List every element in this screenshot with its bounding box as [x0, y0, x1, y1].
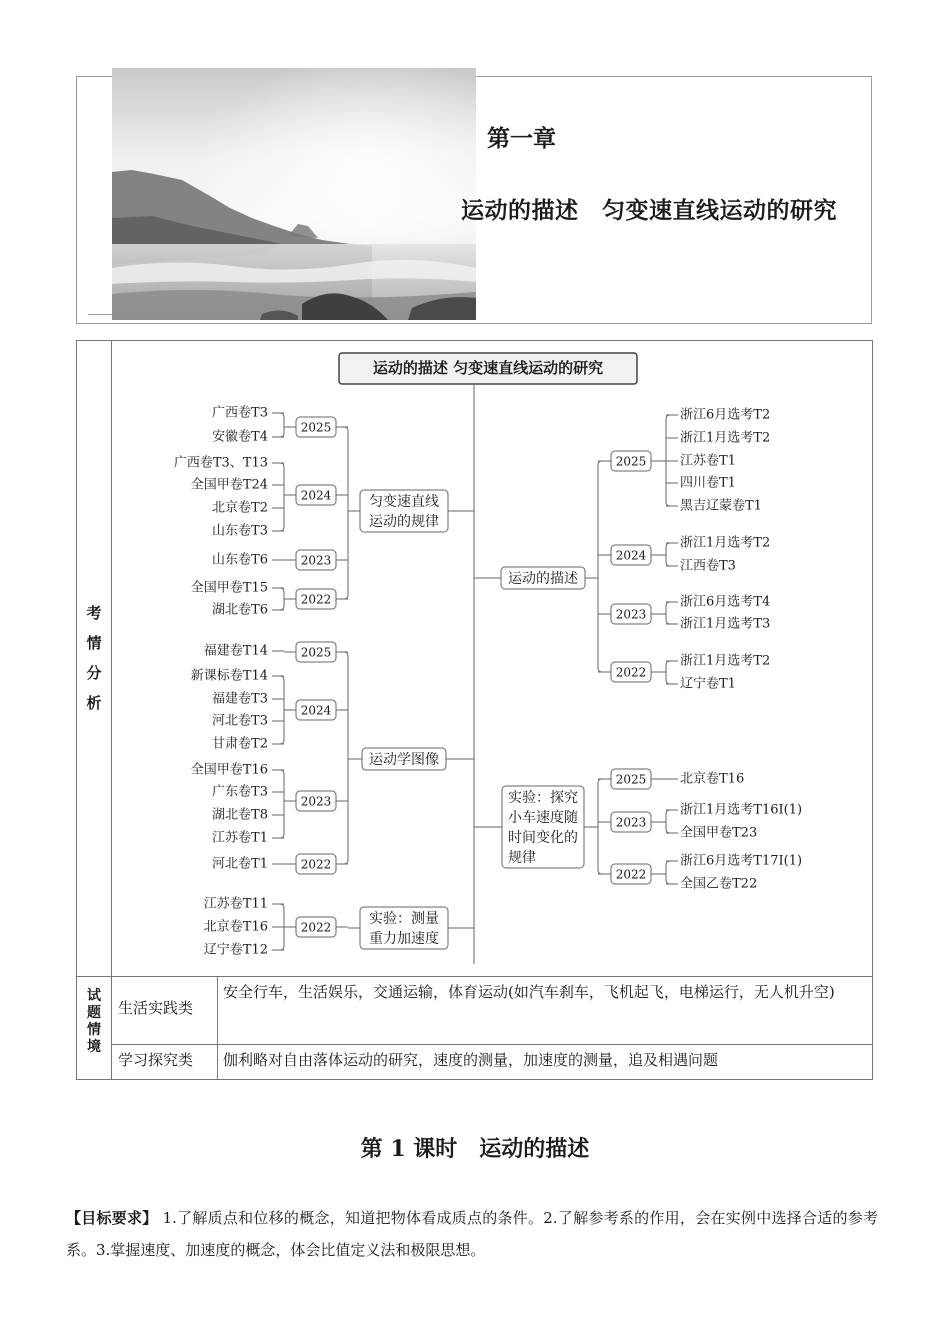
exam-item-label: 黑吉辽蒙卷T1 — [680, 498, 762, 514]
item-bracket — [666, 661, 670, 684]
side-label-char: 考 — [86, 604, 102, 622]
year-label: 2022 — [300, 920, 332, 935]
year-label: 2025 — [300, 645, 332, 660]
mindmap-row-divider — [77, 976, 872, 977]
exam-item-label: 广东卷T3 — [212, 784, 268, 800]
exam-item-label: 江苏卷T11 — [203, 896, 268, 912]
year-bracket — [344, 427, 348, 599]
topic-label: 重力加速度 — [369, 931, 439, 947]
side-label-char: 情 — [86, 634, 102, 652]
exam-item-label: 浙江1月选考T3 — [680, 616, 771, 632]
chapter-number: 第一章 — [487, 125, 556, 152]
year-bracket — [344, 652, 348, 864]
exam-item-label: 广西卷T3、T13 — [173, 455, 268, 471]
item-bracket — [280, 588, 284, 610]
topic-label: 实验：探究 — [508, 790, 578, 806]
item-bracket — [666, 543, 670, 566]
year-label: 2023 — [615, 607, 647, 622]
year-label: 2022 — [300, 857, 332, 872]
side-label-char: 境 — [87, 1039, 101, 1055]
side-label-char: 试 — [87, 988, 101, 1004]
exam-item-label: 江苏卷T1 — [212, 830, 268, 846]
exam-item-label: 北京卷T2 — [212, 500, 268, 516]
lesson-objectives — [66, 1202, 878, 1266]
mindmap-diagram — [113, 342, 871, 974]
exam-item-label: 辽宁卷T12 — [203, 942, 268, 958]
exam-item-label: 福建卷T3 — [212, 691, 268, 707]
year-label: 2022 — [615, 665, 647, 680]
exam-item-label: 湖北卷T6 — [212, 602, 268, 618]
exam-item-label: 浙江1月选考T2 — [680, 653, 771, 669]
topic-label: 匀变速直线 — [369, 494, 439, 510]
topic-label: 运动的规律 — [369, 514, 439, 530]
scenario-category-life: 生活实践类 — [118, 999, 194, 1017]
chapter-banner — [76, 68, 872, 324]
mindmap-root-label: 运动的描述 匀变速直线运动的研究 — [372, 359, 604, 377]
exam-item-label: 北京卷T16 — [680, 771, 745, 787]
exam-item-label: 甘肃卷T2 — [212, 736, 268, 752]
year-label: 2022 — [300, 592, 332, 607]
side-label-char: 分 — [86, 664, 102, 682]
year-label: 2024 — [615, 548, 647, 563]
exam-item-label: 浙江1月选考T16Ⅰ(1) — [680, 802, 803, 818]
topic-label: 规律 — [508, 850, 536, 866]
analysis-side-label — [82, 598, 106, 718]
side-label-char: 题 — [87, 1005, 101, 1021]
coastline-photo — [112, 68, 476, 320]
exam-item-label: 四川卷T1 — [680, 475, 736, 491]
category-column-divider — [217, 976, 218, 1079]
exam-item-label: 全国甲卷T15 — [190, 580, 268, 596]
objectives-text: 1.了解质点和位移的概念，知道把物体看成质点的条件。2.了解参考系的作用，会在实例中选择合适的参考系。3.掌握速度、加速度的概念，体会比值定义法和极限思想。 — [66, 1209, 878, 1259]
year-bracket — [598, 779, 602, 874]
exam-item-label: 山东卷T3 — [212, 523, 268, 539]
exam-item-label: 安徽卷T4 — [212, 429, 268, 445]
coastline-photo-drawing — [112, 68, 476, 320]
year-bracket — [598, 461, 602, 672]
exam-item-label: 江苏卷T1 — [680, 453, 736, 469]
year-label: 2024 — [300, 488, 332, 503]
year-label: 2023 — [615, 815, 647, 830]
exam-item-label: 河北卷T3 — [212, 713, 268, 729]
year-label: 2023 — [300, 794, 332, 809]
topic-label: 运动的描述 — [508, 571, 578, 587]
scenario-side-label — [82, 988, 106, 1056]
chapter-title: 运动的描述 匀变速直线运动的研究 — [461, 197, 837, 224]
year-label: 2025 — [615, 454, 647, 469]
exam-item-label: 广西卷T3 — [212, 405, 268, 421]
year-label: 2025 — [300, 420, 332, 435]
item-bracket — [666, 810, 670, 833]
exam-item-label: 全国乙卷T22 — [680, 876, 758, 892]
year-label: 2025 — [615, 772, 647, 787]
exam-item-label: 北京卷T16 — [203, 919, 268, 935]
scenario-content-study: 伽利略对自由落体运动的研究，速度的测量，加速度的测量，追及相遇问题 — [223, 1051, 719, 1069]
item-bracket — [280, 770, 284, 838]
exam-item-label: 福建卷T14 — [203, 643, 268, 659]
exam-item-label: 浙江1月选考T2 — [680, 430, 771, 446]
item-bracket — [280, 413, 284, 437]
banner-top-rule — [88, 76, 112, 77]
item-bracket — [280, 463, 284, 531]
exam-item-label: 新课标卷T14 — [190, 668, 268, 684]
exam-item-label: 全国甲卷T16 — [190, 762, 268, 778]
year-label: 2022 — [615, 867, 647, 882]
item-bracket — [666, 861, 670, 884]
item-bracket — [666, 602, 670, 624]
scenario-content-life: 安全行车，生活娱乐，交通运输，体育运动(如汽车刹车，飞机起飞，电梯运行，无人机升空) — [223, 983, 835, 1001]
exam-item-label: 浙江6月选考T4 — [680, 594, 771, 610]
item-bracket — [280, 676, 284, 744]
exam-item-label: 江西卷T3 — [680, 558, 736, 574]
scenario-row-divider — [112, 1044, 872, 1045]
exam-item-label: 河北卷T1 — [212, 856, 268, 872]
year-label: 2024 — [300, 703, 332, 718]
year-label: 2023 — [300, 553, 332, 568]
topic-label: 实验：测量 — [369, 911, 439, 927]
exam-item-label: 浙江1月选考T2 — [680, 535, 771, 551]
lesson-title: 第 1 课时 运动的描述 — [360, 1136, 590, 1162]
exam-item-label: 山东卷T6 — [212, 552, 268, 568]
side-label-char: 析 — [86, 694, 102, 712]
exam-item-label: 浙江6月选考T2 — [680, 407, 771, 423]
scenario-category-study: 学习探究类 — [118, 1051, 194, 1069]
topic-label: 运动学图像 — [369, 752, 439, 768]
side-label-char: 情 — [87, 1022, 101, 1038]
exam-item-label: 全国甲卷T24 — [190, 477, 268, 493]
exam-item-label: 湖北卷T8 — [212, 807, 268, 823]
banner-bottom-rule — [88, 314, 112, 315]
topic-label: 时间变化的 — [508, 830, 578, 846]
objectives-label: 【目标要求】 — [66, 1209, 158, 1227]
exam-item-label: 全国甲卷T23 — [680, 825, 758, 841]
label-column-divider — [111, 341, 112, 1079]
exam-item-label: 浙江6月选考T17Ⅰ(1) — [680, 853, 803, 869]
exam-item-label: 辽宁卷T1 — [680, 676, 736, 692]
topic-label: 小车速度随 — [508, 810, 578, 826]
